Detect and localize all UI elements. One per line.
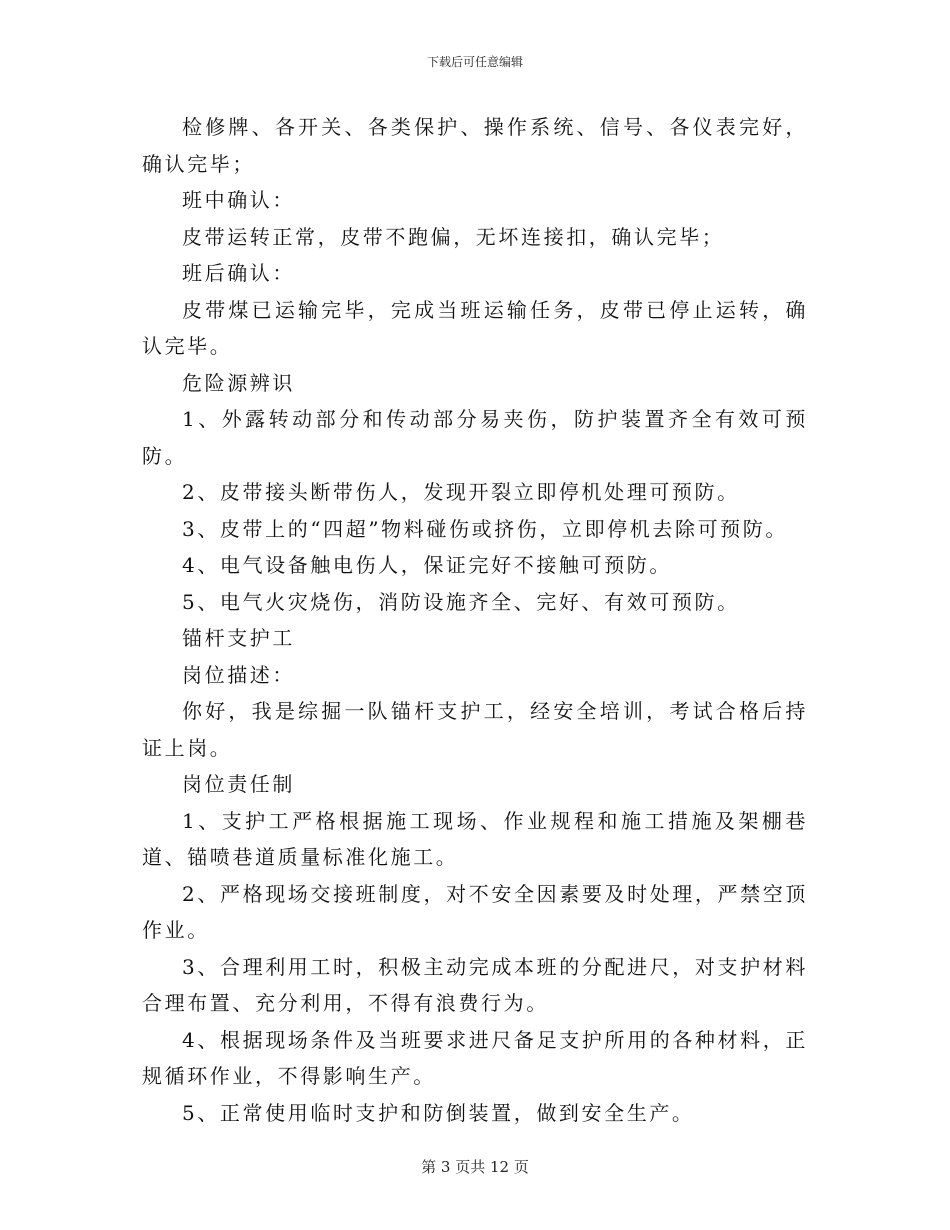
paragraph: 你好，我是综掘一队锚杆支护工，经安全培训，考试合格后持证上岗。 (142, 699, 808, 760)
paragraph: 检修牌、各开关、各类保护、操作系统、信号、各仪表完好，确认完毕； (142, 115, 808, 176)
paragraph: 皮带运转正常，皮带不跑偏，无坏连接扣，确认完毕； (182, 224, 725, 249)
list-item: 5、电气火灾烧伤，消防设施齐全、完好、有效可预防。 (182, 589, 740, 614)
list-item: 5、正常使用临时支护和防倒装置，做到安全生产。 (182, 1100, 695, 1125)
document-body (142, 109, 808, 1131)
section-label: 班后确认： (182, 261, 295, 285)
list-item: 3、合理利用工时，积极主动完成本班的分配进尺，对支护材料合理布置、充分利用，不得有浪费行为。 (142, 954, 808, 1015)
page-header: 下载后可任意编辑 (426, 55, 523, 69)
section-label: 岗位描述： (182, 662, 295, 687)
list-item: 4、根据现场条件及当班要求进尺备足支护所用的各种材料，正规循环作业，不得影响生产。 (142, 1027, 808, 1088)
list-item: 1、外露转动部分和传动部分易夹伤，防护装置齐全有效可预防。 (142, 407, 808, 468)
section-label: 班中确认： (182, 188, 295, 212)
section-heading: 危险源辨识 (182, 370, 295, 395)
list-item: 1、支护工严格根据施工现场、作业规程和施工措施及架棚巷道、锚喷巷道质量标准化施工。 (142, 808, 808, 869)
list-item: 4、电气设备触电伤人，保证完好不接触可预防。 (182, 553, 672, 577)
list-item: 2、皮带接头断带伤人，发现开裂立即停机处理可预防。 (182, 480, 740, 504)
section-heading: 岗位责任制 (182, 772, 295, 796)
page-footer: 第 3 页共 12 页 (421, 1158, 529, 1176)
paragraph: 皮带煤已运输完毕，完成当班运输任务，皮带已停止运转，确认完毕。 (142, 297, 808, 358)
list-item: 2、严格现场交接班制度，对不安全因素要及时处理，严禁空顶作业。 (142, 881, 808, 942)
section-heading: 锚杆支护工 (182, 626, 295, 650)
list-item: 3、皮带上的“四超”物料碰伤或挤伤，立即停机去除可预防。 (182, 516, 788, 541)
